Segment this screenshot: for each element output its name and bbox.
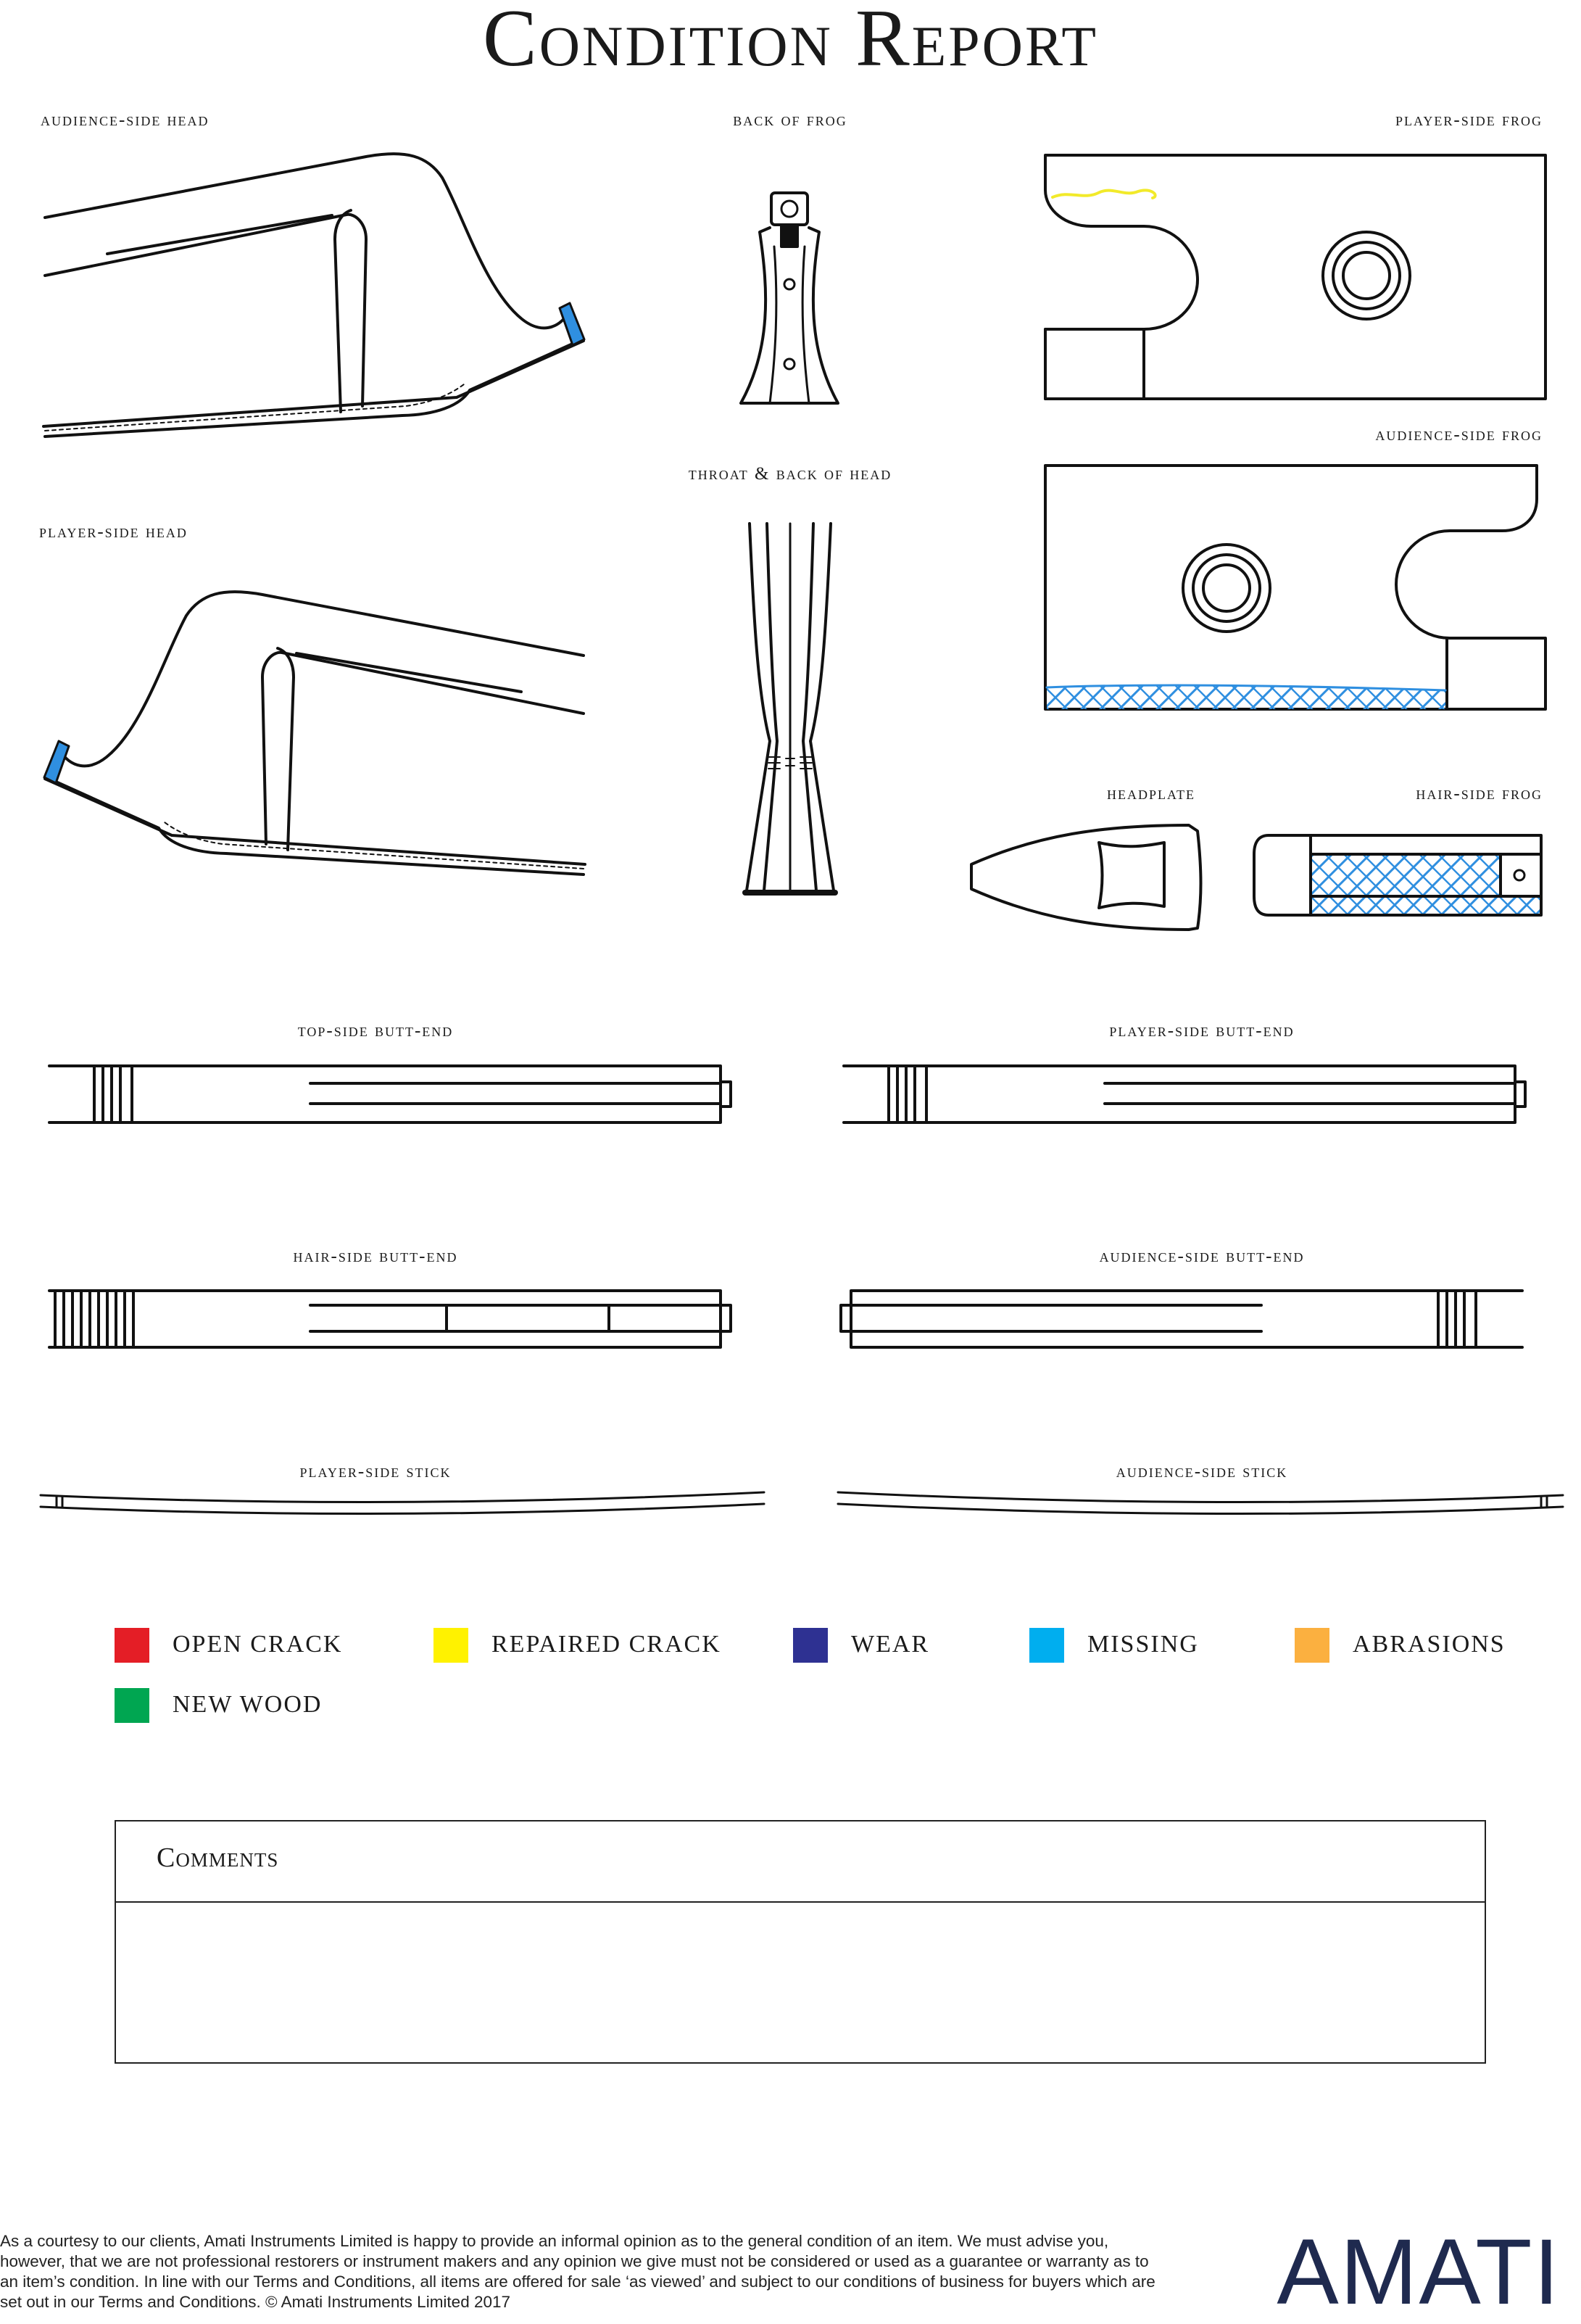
legend-label: REPAIRED CRACK	[491, 1631, 721, 1658]
label-top-side-butt-end: top-side butt-end	[297, 1021, 454, 1041]
legend-label: WEAR	[851, 1631, 930, 1658]
swatch-open-crack	[115, 1628, 149, 1663]
swatch-new-wood	[115, 1688, 149, 1723]
swatch-wear	[793, 1628, 828, 1663]
legend-label: OPEN CRACK	[173, 1631, 343, 1658]
comments-title: Comments	[157, 1843, 279, 1873]
audience-side-head-drawing	[43, 154, 584, 437]
top-side-butt-end-drawing	[49, 1066, 731, 1122]
hair-side-butt-end-drawing	[49, 1291, 731, 1347]
amati-logo: AMATI	[1277, 2220, 1561, 2324]
player-side-butt-end-drawing	[844, 1066, 1525, 1122]
player-side-head-drawing	[44, 592, 585, 874]
audience-side-butt-end-drawing	[841, 1291, 1522, 1347]
page-title: Condition Report	[483, 0, 1098, 83]
legend-label: ABRASIONS	[1353, 1631, 1506, 1658]
label-back-of-frog: back of frog	[733, 110, 847, 130]
label-audience-side-head: audience-side head	[41, 110, 209, 130]
throat-back-of-head-drawing	[745, 524, 835, 893]
label-player-side-stick: player-side stick	[299, 1462, 452, 1481]
back-of-frog-drawing	[741, 193, 838, 403]
label-hair-side-frog: hair-side frog	[1416, 784, 1543, 803]
legend-label: NEW WOOD	[173, 1691, 323, 1718]
comments-area[interactable]	[116, 1903, 1485, 2062]
swatch-abrasions	[1295, 1628, 1329, 1663]
swatch-missing	[1029, 1628, 1064, 1663]
player-side-stick-drawing	[41, 1492, 764, 1514]
label-hair-side-butt-end: hair-side butt-end	[293, 1246, 458, 1266]
hair-side-frog-drawing	[1254, 835, 1541, 915]
legend-label: MISSING	[1087, 1631, 1199, 1658]
player-side-frog-drawing	[1045, 155, 1545, 399]
comments-header	[116, 1821, 1485, 1903]
audience-side-frog-drawing	[1045, 466, 1545, 709]
label-headplate: headplate	[1107, 784, 1195, 803]
label-audience-side-butt-end: audience-side butt-end	[1099, 1246, 1305, 1266]
label-player-side-frog: player-side frog	[1395, 110, 1543, 130]
headplate-drawing	[971, 825, 1201, 930]
label-throat-back-of-head: throat & back of head	[688, 464, 892, 484]
label-audience-side-frog: audience-side frog	[1375, 425, 1543, 444]
comments-box	[115, 1820, 1486, 2064]
audience-side-stick-drawing	[838, 1492, 1563, 1514]
disclaimer-text: As a courtesy to our clients, Amati Instruments Limited is happy to provide an informal opinion as to the general condition of an item. We must advise you, however, that we are not professional restorers or instrument makers and any opinion we give must not be considered or used as a guarantee or warranty as to an item’s condition. In line with our Terms and Conditions, all items are offered for sale ‘as viewed’ and subject to our conditions of business for buyers which are set out in our Terms and Conditions. © Amati Instruments Limited 2017	[0, 2232, 1155, 2311]
label-player-side-head: player-side head	[39, 522, 188, 542]
label-player-side-butt-end: player-side butt-end	[1109, 1021, 1295, 1041]
label-audience-side-stick: audience-side stick	[1116, 1462, 1288, 1481]
swatch-repaired-crack	[433, 1628, 468, 1663]
